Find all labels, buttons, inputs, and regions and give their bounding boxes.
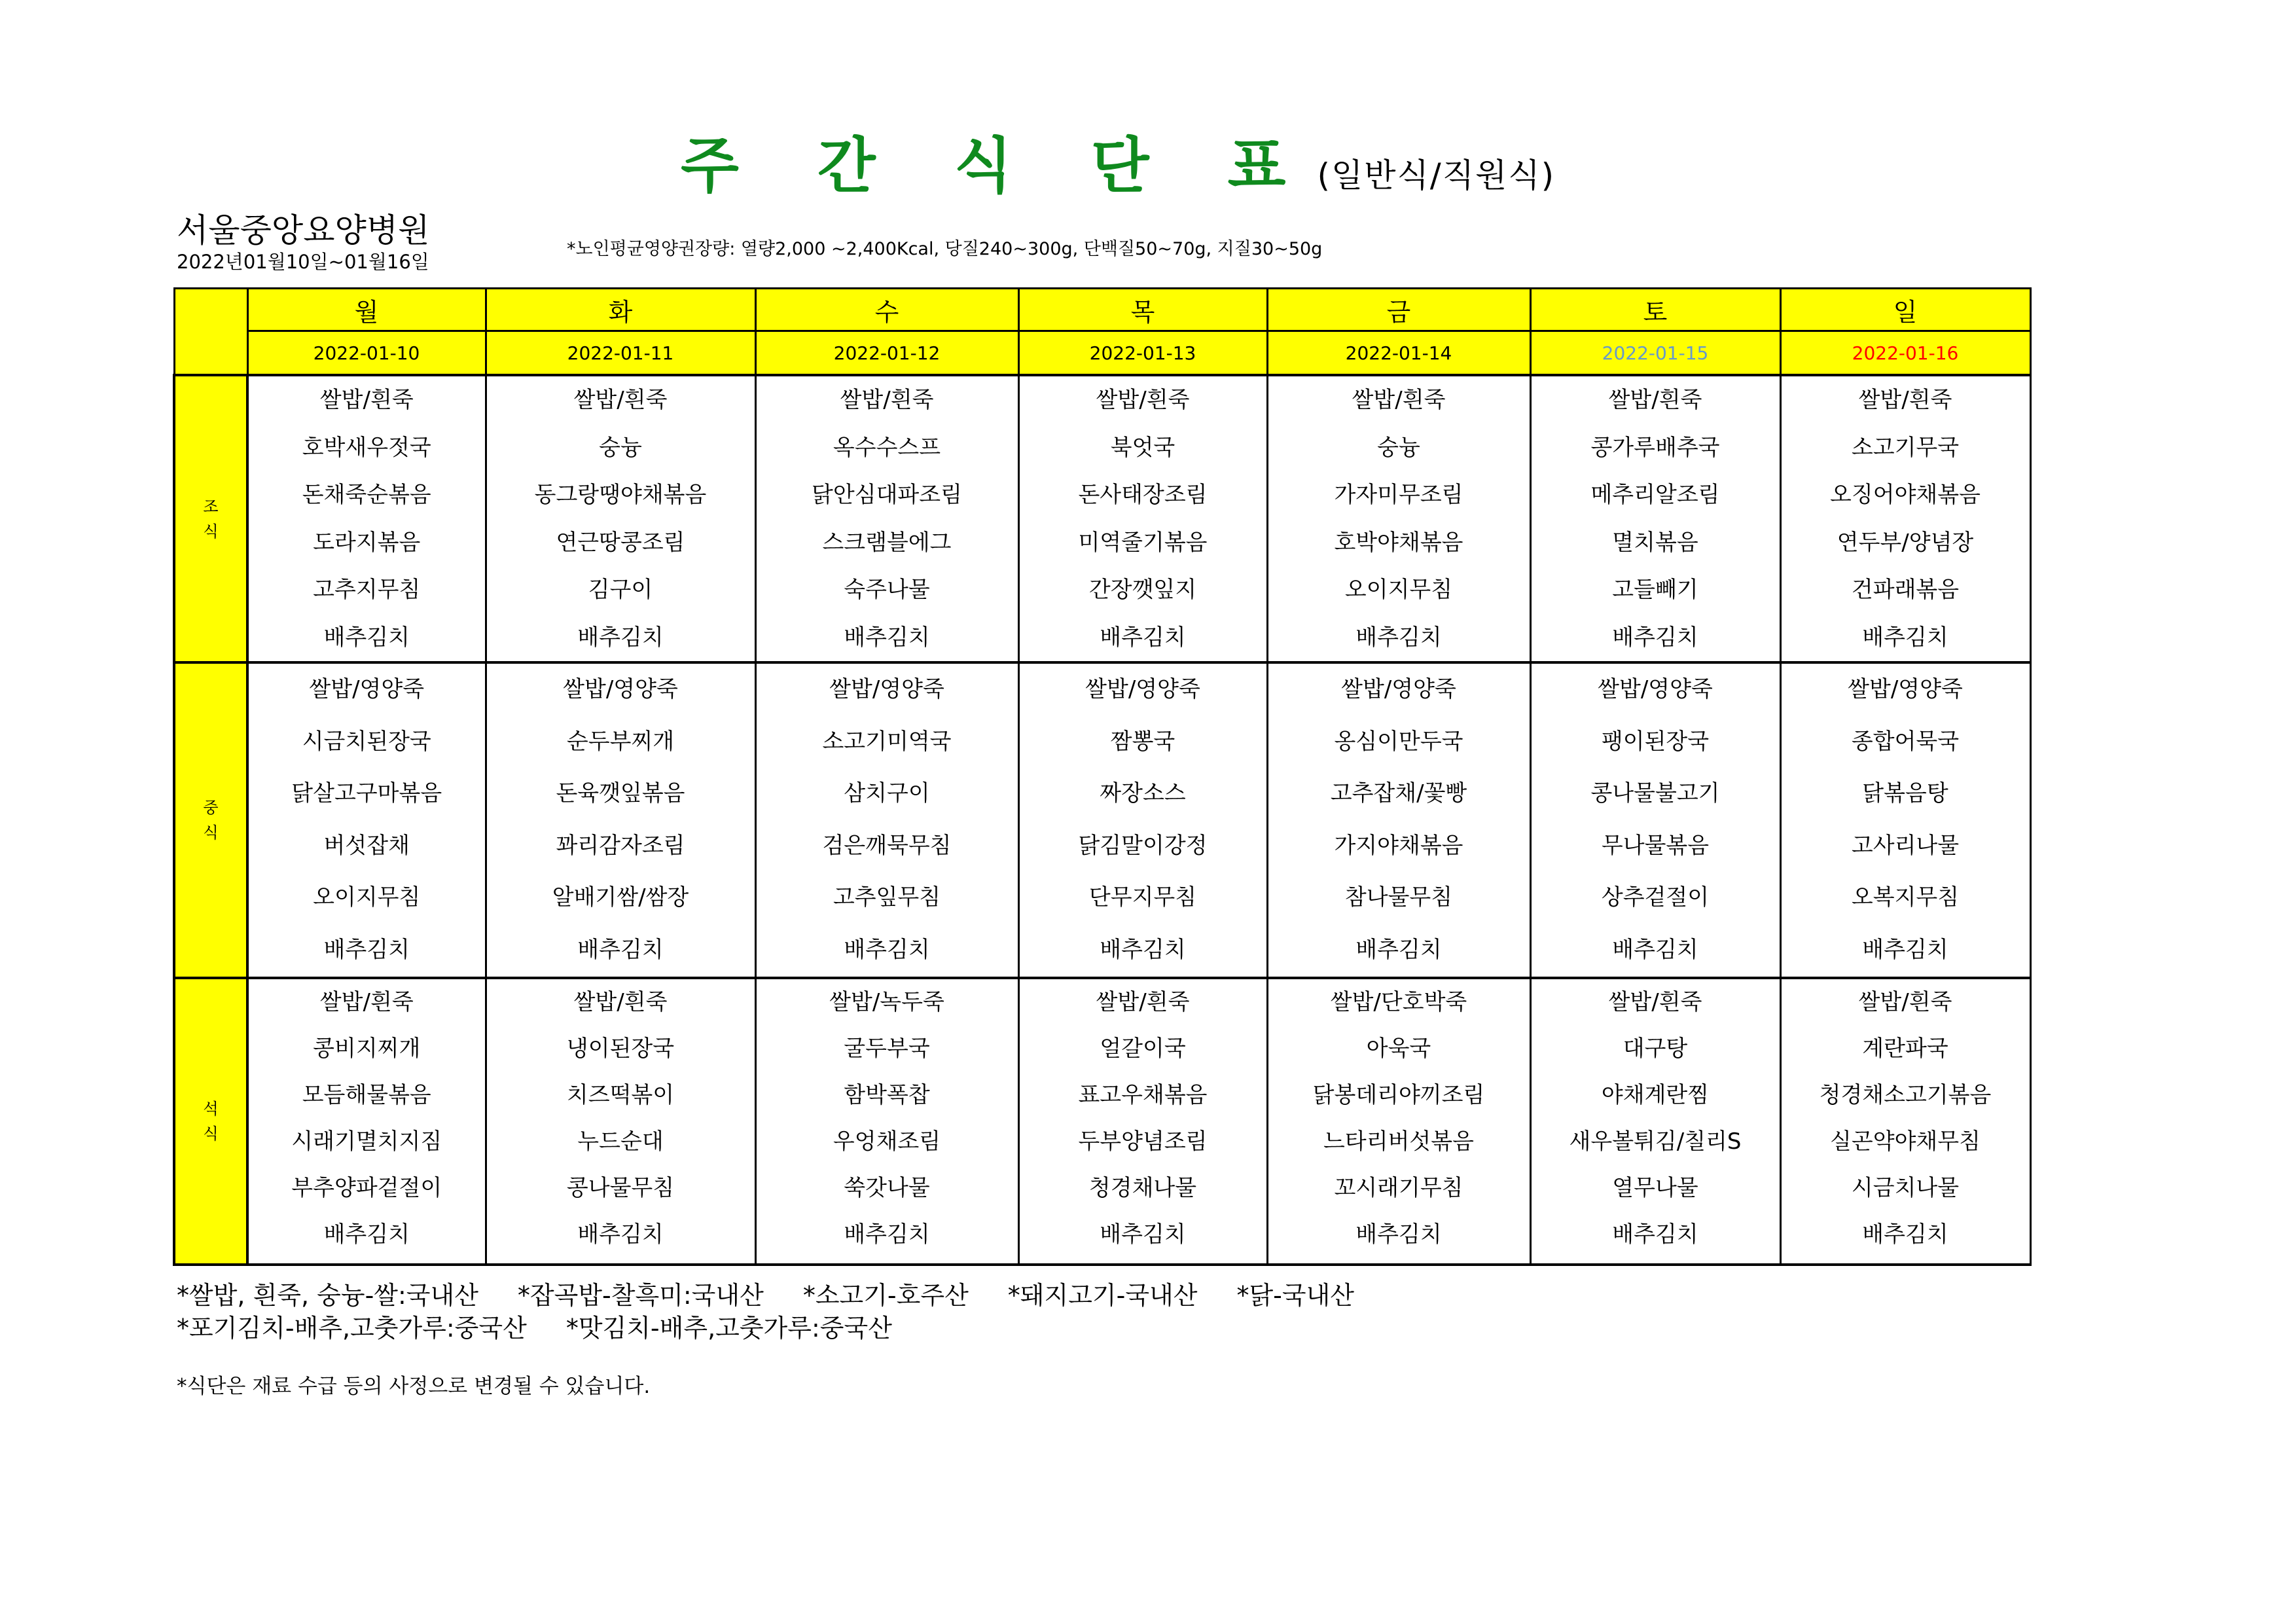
origin-note: *맛김치-배추,고춧가루:중국산 bbox=[565, 1314, 892, 1343]
menu-item: 콩나물불고기 bbox=[1590, 780, 1720, 806]
menu-item: 배추김치 bbox=[1100, 624, 1186, 651]
menu-item: 돈채죽순볶음 bbox=[302, 482, 431, 508]
menu-cell bbox=[1530, 978, 1780, 1265]
origin-note: *쌀밥, 흰죽, 숭늉-쌀:국내산 bbox=[177, 1281, 478, 1310]
menu-cell bbox=[1530, 375, 1780, 662]
menu-item: 대구탕 bbox=[1623, 1036, 1688, 1062]
breakfast-row bbox=[174, 375, 2030, 662]
menu-item: 쌀밥/영양죽 bbox=[1085, 676, 1200, 702]
menu-item: 아욱국 bbox=[1366, 1036, 1431, 1062]
menu-item: 배추김치 bbox=[844, 624, 930, 651]
menu-item: 고사리나물 bbox=[1851, 832, 1960, 859]
menu-cell bbox=[1267, 375, 1530, 662]
menu-item: 돈육깻잎볶음 bbox=[556, 780, 685, 806]
menu-item: 부추양파겉절이 bbox=[291, 1175, 442, 1201]
menu-item: 배추김치 bbox=[1862, 624, 1948, 651]
origin-note: *포기김치-배추,고춧가루:중국산 bbox=[177, 1314, 527, 1343]
menu-item: 쌀밥/흰죽 bbox=[1858, 387, 1952, 413]
menu-item: 배추김치 bbox=[577, 624, 664, 651]
menu-item: 냉이된장국 bbox=[566, 1036, 675, 1062]
menu-item: 쌀밥/영양죽 bbox=[1341, 676, 1456, 702]
menu-item: 쌀밥/단호박죽 bbox=[1330, 989, 1467, 1015]
menu-item: 꼬시래기무침 bbox=[1334, 1175, 1463, 1201]
menu-item: 쌀밥/영양죽 bbox=[1848, 676, 1963, 702]
menu-item: 배추김치 bbox=[1355, 624, 1442, 651]
day-header: 목 bbox=[1018, 289, 1267, 331]
menu-item: 두부양념조림 bbox=[1078, 1128, 1208, 1155]
date-header-saturday: 2022-01-15 bbox=[1530, 331, 1780, 376]
menu-cell bbox=[755, 375, 1018, 662]
menu-item: 멸치볶음 bbox=[1612, 529, 1698, 556]
menu-cell bbox=[1018, 662, 1267, 978]
menu-cell bbox=[1530, 662, 1780, 978]
menu-item: 치즈떡볶이 bbox=[566, 1082, 675, 1108]
menu-item: 배추김치 bbox=[323, 624, 410, 651]
menu-cell bbox=[247, 375, 486, 662]
menu-item: 오이지무침 bbox=[1344, 577, 1453, 603]
menu-item: 삼치구이 bbox=[844, 780, 930, 806]
meal-label bbox=[174, 375, 247, 662]
origin-note: *잡곡밥-찰흑미:국내산 bbox=[517, 1281, 764, 1310]
menu-item: 쌀밥/흰죽 bbox=[1608, 387, 1702, 413]
menu-item: 소고기미역국 bbox=[822, 728, 952, 755]
menu-item: 오복지무침 bbox=[1851, 884, 1960, 911]
menu-item: 시래기멸치지짐 bbox=[291, 1128, 442, 1155]
day-header: 수 bbox=[755, 289, 1018, 331]
menu-item: 쌀밥/영양죽 bbox=[563, 676, 678, 702]
menu-cell bbox=[755, 978, 1018, 1265]
menu-item: 누드순대 bbox=[577, 1128, 664, 1155]
menu-item: 새우볼튀김/칠리S bbox=[1569, 1128, 1742, 1155]
menu-item: 호박새우젓국 bbox=[302, 434, 431, 461]
menu-item: 미역줄기볶음 bbox=[1078, 529, 1208, 556]
menu-cell bbox=[1018, 978, 1267, 1265]
menu-item: 열무나물 bbox=[1612, 1175, 1698, 1201]
menu-item: 시금치나물 bbox=[1851, 1175, 1960, 1201]
menu-item: 호박야채볶음 bbox=[1334, 529, 1463, 556]
origin-line-1 bbox=[177, 1275, 1393, 1311]
origin-note: *돼지고기-국내산 bbox=[1007, 1281, 1198, 1310]
menu-item: 닭봉데리야끼조림 bbox=[1312, 1082, 1485, 1108]
menu-item: 짜장소스 bbox=[1100, 780, 1186, 806]
menu-item: 고추잡채/꽃빵 bbox=[1330, 780, 1467, 806]
menu-cell bbox=[1267, 662, 1530, 978]
menu-item: 청경채나물 bbox=[1088, 1175, 1197, 1201]
menu-item: 배추김치 bbox=[1862, 936, 1948, 963]
menu-item: 연근땅콩조림 bbox=[556, 529, 685, 556]
menu-item: 참나물무침 bbox=[1344, 884, 1453, 911]
menu-item: 동그랑땡야채볶음 bbox=[534, 482, 707, 508]
day-header: 일 bbox=[1780, 289, 2030, 331]
origin-line-2 bbox=[177, 1308, 931, 1344]
menu-item: 고추지무침 bbox=[313, 577, 421, 603]
menu-item: 배추김치 bbox=[577, 1221, 664, 1248]
menu-item: 쌀밥/흰죽 bbox=[1858, 989, 1952, 1015]
menu-item: 메추리알조림 bbox=[1590, 482, 1720, 508]
menu-cell bbox=[247, 978, 486, 1265]
date-header-row bbox=[174, 331, 2030, 376]
menu-item: 쌀밥/흰죽 bbox=[573, 387, 668, 413]
menu-item: 배추김치 bbox=[844, 1221, 930, 1248]
menu-item: 쑥갓나물 bbox=[844, 1175, 930, 1201]
menu-item: 시금치된장국 bbox=[302, 728, 431, 755]
menu-item: 팽이된장국 bbox=[1601, 728, 1710, 755]
menu-cell bbox=[755, 662, 1018, 978]
menu-item: 쌀밥/흰죽 bbox=[1096, 989, 1190, 1015]
menu-item: 배추김치 bbox=[1355, 1221, 1442, 1248]
menu-cell bbox=[1018, 375, 1267, 662]
date-header: 2022-01-13 bbox=[1018, 331, 1267, 376]
date-header: 2022-01-10 bbox=[247, 331, 486, 376]
menu-item: 종합어묵국 bbox=[1851, 728, 1960, 755]
menu-item: 배추김치 bbox=[1612, 624, 1698, 651]
menu-item: 계란파국 bbox=[1862, 1036, 1948, 1062]
meal-label bbox=[174, 662, 247, 978]
breakfast-section bbox=[174, 375, 2030, 662]
menu-item: 버섯잡채 bbox=[323, 832, 410, 859]
menu-cell bbox=[486, 978, 755, 1265]
menu-item: 배추김치 bbox=[577, 936, 664, 963]
date-header: 2022-01-11 bbox=[486, 331, 755, 376]
menu-item: 북엇국 bbox=[1110, 434, 1175, 461]
menu-item: 닭안심대파조림 bbox=[812, 482, 962, 508]
menu-cell bbox=[247, 662, 486, 978]
menu-item: 고추잎무침 bbox=[833, 884, 941, 911]
menu-item: 숭늉 bbox=[599, 434, 642, 461]
meal-label-char: 식 bbox=[203, 1125, 219, 1143]
menu-cell bbox=[1267, 978, 1530, 1265]
menu-item: 쌀밥/흰죽 bbox=[840, 387, 934, 413]
menu-item: 얼갈이국 bbox=[1100, 1036, 1186, 1062]
lunch-section bbox=[174, 662, 2030, 978]
menu-item: 간장깻잎지 bbox=[1088, 577, 1197, 603]
menu-item: 쌀밥/흰죽 bbox=[319, 387, 414, 413]
menu-item: 콩가루배추국 bbox=[1590, 434, 1720, 461]
menu-item: 콩비지찌개 bbox=[313, 1036, 421, 1062]
menu-cell bbox=[486, 662, 755, 978]
title-main: 주 간 식 단 표 bbox=[681, 131, 1315, 201]
menu-item: 모듬해물볶음 bbox=[302, 1082, 431, 1108]
menu-item: 배추김치 bbox=[1862, 1221, 1948, 1248]
menu-item: 쌀밥/흰죽 bbox=[1352, 387, 1446, 413]
menu-item: 오징어야채볶음 bbox=[1830, 482, 1981, 508]
menu-item: 상추겉절이 bbox=[1601, 884, 1710, 911]
menu-item: 쌀밥/영양죽 bbox=[829, 676, 944, 702]
menu-item: 검은깨묵무침 bbox=[822, 832, 952, 859]
menu-item: 고들빼기 bbox=[1612, 577, 1698, 603]
menu-item: 도라지볶음 bbox=[313, 529, 421, 556]
menu-item: 소고기무국 bbox=[1851, 434, 1960, 461]
meal-label-char: 중 bbox=[203, 799, 219, 817]
menu-item: 숭늉 bbox=[1377, 434, 1420, 461]
menu-item: 건파래볶음 bbox=[1851, 577, 1960, 603]
table-corner bbox=[174, 289, 247, 376]
menu-item: 쌀밥/흰죽 bbox=[319, 989, 414, 1015]
menu-cell bbox=[486, 375, 755, 662]
menu-item: 옥수수스프 bbox=[833, 434, 941, 461]
dinner-section bbox=[174, 978, 2030, 1265]
menu-item: 가자미무조림 bbox=[1334, 482, 1463, 508]
menu-item: 배추김치 bbox=[1100, 936, 1186, 963]
meal-label-char: 조 bbox=[203, 497, 219, 516]
menu-item: 굴두부국 bbox=[844, 1036, 930, 1062]
lunch-row bbox=[174, 662, 2030, 978]
menu-item: 알배기쌈/쌈장 bbox=[552, 884, 689, 911]
menu-item: 배추김치 bbox=[1612, 1221, 1698, 1248]
menu-item: 실곤약야채무침 bbox=[1830, 1128, 1981, 1155]
dinner-row bbox=[174, 978, 2030, 1265]
menu-item: 닭살고구마볶음 bbox=[291, 780, 442, 806]
date-header: 2022-01-12 bbox=[755, 331, 1018, 376]
menu-item: 닭볶음탕 bbox=[1862, 780, 1948, 806]
menu-item: 쌀밥/영양죽 bbox=[309, 676, 425, 702]
menu-item: 단무지무침 bbox=[1088, 884, 1197, 911]
menu-item: 옹심이만두국 bbox=[1334, 728, 1463, 755]
menu-item: 무나물볶음 bbox=[1601, 832, 1710, 859]
title-subtitle: (일반식/직원식) bbox=[1317, 156, 1556, 194]
page-title bbox=[681, 118, 1597, 203]
meal-label bbox=[174, 978, 247, 1265]
menu-item: 야채계란찜 bbox=[1601, 1082, 1710, 1108]
menu-item: 연두부/양념장 bbox=[1837, 529, 1974, 556]
menu-item: 배추김치 bbox=[1612, 936, 1698, 963]
menu-item: 배추김치 bbox=[1355, 936, 1442, 963]
menu-item: 배추김치 bbox=[844, 936, 930, 963]
menu-item: 배추김치 bbox=[1100, 1221, 1186, 1248]
menu-item: 김구이 bbox=[588, 577, 653, 603]
menu-item: 쌀밥/흰죽 bbox=[1608, 989, 1702, 1015]
day-header: 금 bbox=[1267, 289, 1530, 331]
date-header-sunday: 2022-01-16 bbox=[1780, 331, 2030, 376]
day-header: 토 bbox=[1530, 289, 1780, 331]
meal-label-char: 식 bbox=[203, 522, 219, 541]
menu-item: 오이지무침 bbox=[313, 884, 421, 911]
menu-item: 닭김말이강정 bbox=[1078, 832, 1208, 859]
menu-period: 2022년01월10일~01월16일 bbox=[177, 251, 429, 273]
date-header: 2022-01-14 bbox=[1267, 331, 1530, 376]
menu-item: 우엉채조림 bbox=[833, 1128, 941, 1155]
menu-item: 숙주나물 bbox=[844, 577, 930, 603]
menu-item: 돈사태장조림 bbox=[1078, 482, 1208, 508]
meal-label-char: 식 bbox=[203, 823, 219, 842]
menu-item: 꽈리감자조림 bbox=[556, 832, 685, 859]
day-header-row bbox=[174, 289, 2030, 331]
menu-item: 청경채소고기볶음 bbox=[1819, 1082, 1992, 1108]
menu-item: 쌀밥/영양죽 bbox=[1598, 676, 1713, 702]
menu-item: 쌀밥/녹두죽 bbox=[829, 989, 944, 1015]
menu-cell bbox=[1780, 978, 2030, 1265]
menu-item: 스크램블에그 bbox=[822, 529, 952, 556]
origin-note: *소고기-호주산 bbox=[802, 1281, 969, 1310]
menu-item: 짬뽕국 bbox=[1110, 728, 1175, 755]
menu-item: 함박폭찹 bbox=[844, 1082, 930, 1108]
menu-cell bbox=[1780, 375, 2030, 662]
menu-item: 배추김치 bbox=[323, 1221, 410, 1248]
menu-item: 쌀밥/흰죽 bbox=[1096, 387, 1190, 413]
nutrition-note: *노인평균영양권장량: 열량2,000 ~2,400Kcal, 당질240~300g, 단백질50~70g, 지질30~50g bbox=[567, 239, 1323, 259]
weekly-menu-table bbox=[173, 287, 2032, 1266]
meal-label-char: 석 bbox=[203, 1100, 219, 1118]
menu-item: 배추김치 bbox=[323, 936, 410, 963]
day-header: 화 bbox=[486, 289, 755, 331]
menu-item: 느타리버섯볶음 bbox=[1323, 1128, 1474, 1155]
origin-note: *닭-국내산 bbox=[1236, 1281, 1354, 1310]
change-notice: *식단은 재료 수급 등의 사정으로 변경될 수 있습니다. bbox=[177, 1375, 651, 1398]
day-header: 월 bbox=[247, 289, 486, 331]
menu-item: 콩나물무침 bbox=[566, 1175, 675, 1201]
menu-item: 순두부찌개 bbox=[566, 728, 675, 755]
hospital-name: 서울중앙요양병원 bbox=[177, 211, 430, 249]
menu-item: 표고우채볶음 bbox=[1078, 1082, 1208, 1108]
menu-cell bbox=[1780, 662, 2030, 978]
menu-item: 가지야채볶음 bbox=[1334, 832, 1463, 859]
menu-item: 쌀밥/흰죽 bbox=[573, 989, 668, 1015]
